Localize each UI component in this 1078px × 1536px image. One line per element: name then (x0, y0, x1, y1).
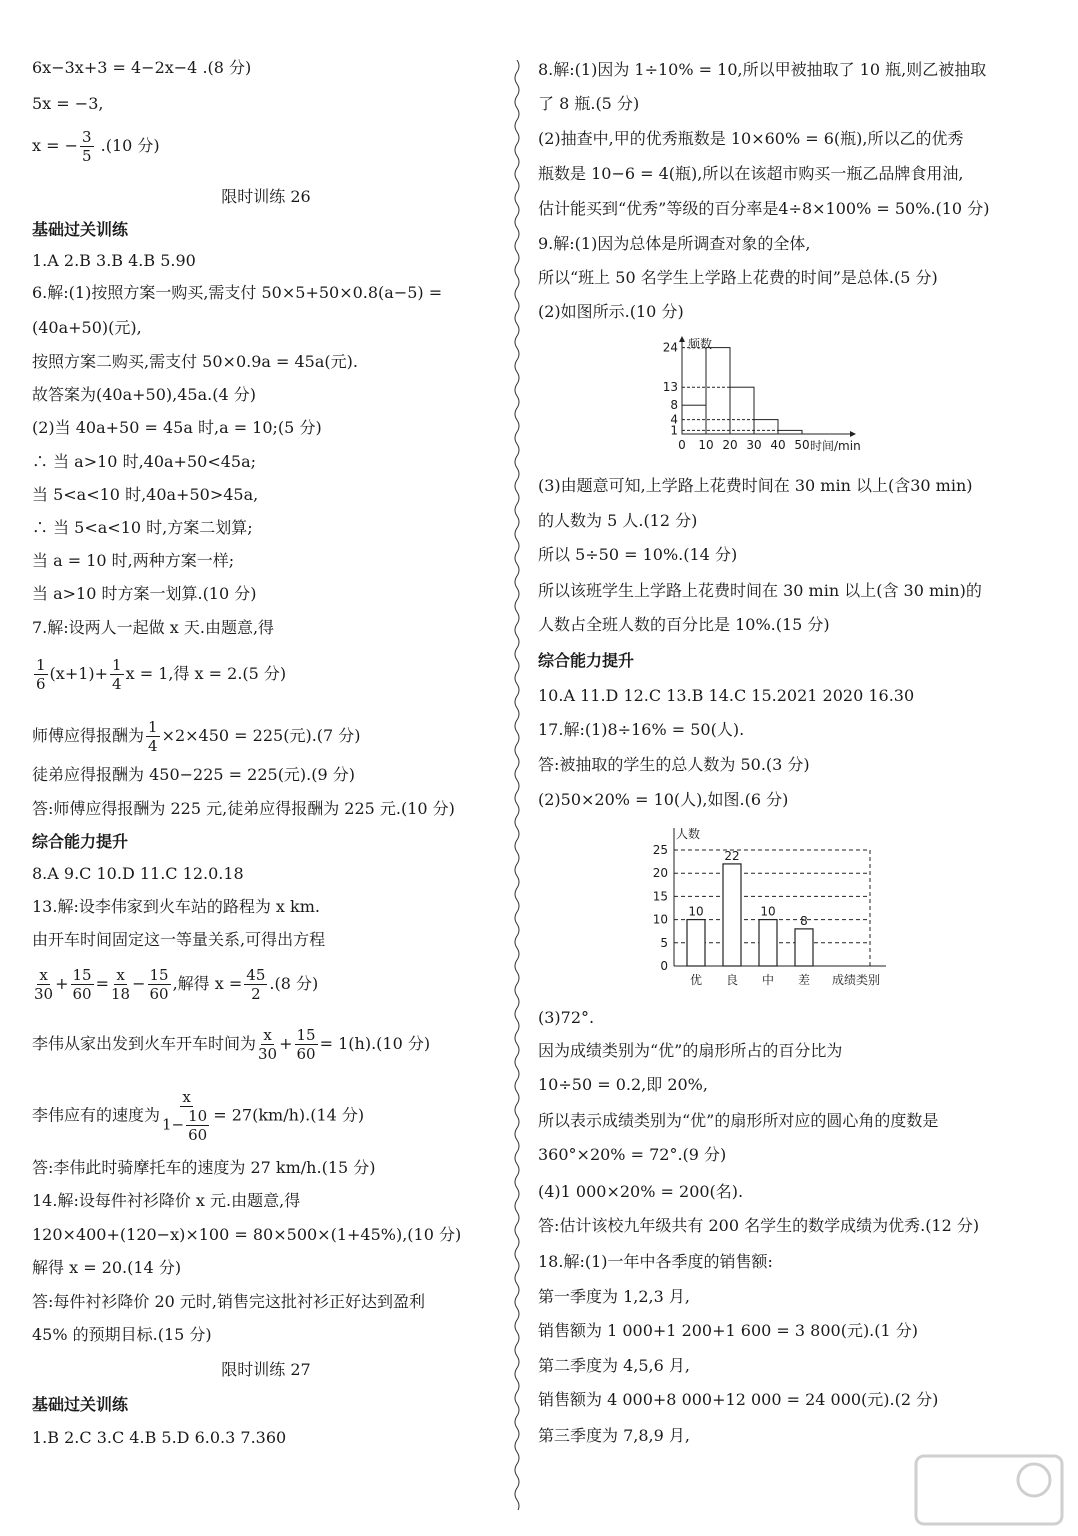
x-tick-label: 0 (678, 438, 686, 452)
text-line: (4)1 000×20% = 200(名). (538, 1182, 744, 1201)
text-line: 答:每件衬衫降价 20 元时,销售完这批衬衫正好达到盈利 (32, 1292, 426, 1311)
text-line: 销售额为 4 000+8 000+12 000 = 24 000(元).(2 分) (538, 1390, 939, 1409)
y-tick-label: 25 (652, 843, 668, 857)
bar-data-label: 22 (724, 848, 740, 863)
histogram-bar (730, 387, 754, 434)
text-line: 5x = −3, (32, 94, 104, 113)
text-line: 360°×20% = 72°.(9 分) (538, 1145, 727, 1164)
text-line: 估计能买到“优秀”等级的百分率是4÷8×100% = 50%.(10 分) (538, 199, 990, 218)
y-tick-label: 5 (660, 935, 668, 950)
text-line: ∴ 当 a>10 时,40a+50<45a; (32, 452, 257, 471)
text-line: 因为成绩类别为“优”的扇形所占的百分比为 (538, 1041, 843, 1060)
x-tick-label: 10 (698, 438, 714, 452)
histogram-bar (754, 420, 778, 434)
text-line: 当 a = 10 时,两种方案一样; (32, 551, 235, 570)
text-line: 第一季度为 1,2,3 月, (538, 1287, 690, 1306)
equation-line: $\frac{1}{6}$ (x+1)+ $\frac{1}{4}$ x = 1,得 x = 2.(5 分) (36, 656, 287, 693)
y-tick-label: 15 (652, 889, 668, 904)
watermark-logo (914, 1454, 1064, 1526)
column-divider (512, 60, 522, 1510)
bar (687, 920, 705, 966)
section-heading: 综合能力提升 (32, 832, 129, 851)
bar (795, 929, 813, 966)
answer-list: 1.B 2.C 3.C 4.B 5.D 6.0.3 7.360 (32, 1428, 287, 1447)
y-tick-label: 20 (652, 866, 668, 881)
text-line: 了 8 瓶.(5 分) (538, 94, 640, 113)
text-line: 当 a>10 时方案一划算.(10 分) (32, 584, 257, 603)
equation-line: 李伟从家出发到火车开车时间为 $\frac{x}{30}$ + $\frac{15}{60}$ = 1(h).(10 分) (32, 1026, 431, 1063)
equation-line: 李伟应有的速度为 x 1− $\frac{10}{60}$ = 27(km/h).(14 分) (32, 1088, 365, 1144)
text-line: (40a+50)(元), (32, 318, 142, 337)
text-line: 所以 5÷50 = 10%.(14 分) (538, 545, 738, 564)
answer-list: 10.A 11.D 12.C 13.B 14.C 15.2021 2020 16.30 (538, 686, 915, 705)
x-tick-label: 优 (689, 973, 703, 987)
text-line: 6.解:(1)按照方案一购买,需支付 50×5+50×0.8(a−5) = (32, 283, 443, 302)
text-line: 13.解:设李伟家到火车站的路程为 x km. (32, 897, 320, 916)
section-heading: 基础过关训练 (32, 220, 129, 239)
text-line: 8.解:(1)因为 1÷10% = 10,所以甲被抽取了 10 瓶,则乙被抽取 (538, 60, 987, 79)
text-line: (2)如图所示.(10 分) (538, 302, 684, 321)
y-tick-label: 0 (660, 959, 668, 973)
y-tick-label: 13 (662, 380, 678, 395)
text-line: 答:师傅应得报酬为 225 元,徒弟应得报酬为 225 元.(10 分) (32, 799, 455, 818)
text-line: x = − $\frac{3}{5}$ .(10 分) (32, 128, 160, 165)
text-line: 18.解:(1)一年中各季度的销售额: (538, 1252, 773, 1271)
x-axis-label: 成绩类别 (832, 973, 881, 987)
bar-data-label: 10 (760, 904, 776, 919)
y-tick-label: 4 (670, 412, 678, 427)
y-axis-arrow (679, 336, 685, 342)
x-axis-label: 时间/min (810, 439, 861, 453)
text-line: 所以“班上 50 名学生上学路上花费的时间”是总体.(5 分) (538, 268, 938, 287)
y-axis-label: 频数 (688, 337, 713, 351)
text-line: 14.解:设每件衬衫降价 x 元.由题意,得 (32, 1191, 301, 1210)
text-line: 答:李伟此时骑摩托车的速度为 27 km/h.(15 分) (32, 1158, 376, 1177)
bar-data-label: 8 (800, 913, 808, 928)
text-line: 故答案为(40a+50),45a.(4 分) (32, 385, 256, 404)
text-line: (3)72°. (538, 1008, 595, 1027)
text-line: 瓶数是 10−6 = 4(瓶),所以在该超市购买一瓶乙品牌食用油, (538, 164, 964, 183)
section-heading: 基础过关训练 (32, 1395, 129, 1414)
text-line: 所以该班学生上学路上花费时间在 30 min 以上(含 30 min)的 (538, 581, 982, 600)
text-line: 答:估计该校九年级共有 200 名学生的数学成绩为优秀.(12 分) (538, 1216, 980, 1235)
text-line: 解得 x = 20.(14 分) (32, 1258, 182, 1277)
text-line: 第三季度为 7,8,9 月, (538, 1426, 690, 1445)
text-line: 的人数为 5 人.(12 分) (538, 511, 698, 530)
bar (759, 920, 777, 966)
text-line: (2)当 40a+50 = 45a 时,a = 10;(5 分) (32, 418, 322, 437)
text-line: (2)抽查中,甲的优秀瓶数是 10×60% = 6(瓶),所以乙的优秀 (538, 129, 964, 148)
text-line: (3)由题意可知,上学路上花费时间在 30 min 以上(含30 min) (538, 476, 973, 495)
text-line: 由开车时间固定这一等量关系,可得出方程 (32, 930, 326, 949)
text-line: 所以表示成绩类别为“优”的扇形所对应的圆心角的度数是 (538, 1111, 939, 1130)
histogram-bar (778, 430, 802, 434)
text-line: 120×400+(120−x)×100 = 80×500×(1+45%),(10 分) (32, 1225, 462, 1244)
x-tick-label: 50 (794, 438, 810, 452)
answer-list: 1.A 2.B 3.B 4.B 5.90 (32, 251, 196, 270)
text-line: 45% 的预期目标.(15 分) (32, 1325, 212, 1344)
x-tick-label: 40 (770, 438, 786, 452)
equation-line: 师傅应得报酬为 $\frac{1}{4}$ ×2×450 = 225(元).(7 分) (32, 718, 361, 755)
text-line: 6x−3x+3 = 4−2x−4 .(8 分) (32, 58, 252, 77)
x-tick-label: 30 (746, 438, 762, 452)
text-line: 徒弟应得报酬为 450−225 = 225(元).(9 分) (32, 765, 356, 784)
bar-data-label: 10 (688, 904, 704, 919)
text-line: 销售额为 1 000+1 200+1 600 = 3 800(元).(1 分) (538, 1321, 919, 1340)
text-line: 9.解:(1)因为总体是所调查对象的全体, (538, 234, 811, 253)
y-tick-label: 1 (670, 423, 678, 438)
x-tick-label: 中 (761, 973, 775, 987)
answer-list: 8.A 9.C 10.D 11.C 12.0.18 (32, 864, 244, 883)
frequency-histogram (650, 334, 890, 464)
bar (723, 864, 741, 966)
text-line: 7.解:设两人一起做 x 天.由题意,得 (32, 618, 275, 637)
section-title: 限时训练 27 (221, 1360, 311, 1379)
text-line: 按照方案二购买,需支付 50×0.9a = 45a(元). (32, 352, 358, 371)
text-line: 答:被抽取的学生的总人数为 50.(3 分) (538, 755, 810, 774)
text-line: ∴ 当 5<a<10 时,方案二划算; (32, 518, 253, 537)
text-line: 当 5<a<10 时,40a+50>45a, (32, 485, 259, 504)
score-bar-chart (638, 822, 908, 992)
y-axis-label: 人数 (676, 827, 701, 841)
x-axis-arrow (850, 431, 856, 437)
text-line: 17.解:(1)8÷16% = 50(人). (538, 720, 745, 739)
section-title: 限时训练 26 (221, 187, 311, 206)
y-tick-label: 24 (662, 340, 678, 355)
x-tick-label: 差 (797, 973, 811, 987)
equation-line: $\frac{x}{30}$ + $\frac{15}{60}$ = $\frac{x}{18}$ − $\frac{15}{60}$ ,解得 x = $\frac{45}{2}$ .(8 分) (34, 966, 319, 1003)
text-line: (2)50×20% = 10(人),如图.(6 分) (538, 790, 789, 809)
section-heading: 综合能力提升 (538, 651, 635, 670)
y-tick-label: 8 (670, 398, 678, 413)
text-line: 人数占全班人数的百分比是 10%.(15 分) (538, 615, 830, 634)
y-tick-label: 10 (652, 912, 668, 927)
text-line: 第二季度为 4,5,6 月, (538, 1356, 690, 1375)
x-tick-label: 20 (722, 438, 738, 452)
histogram-bar (706, 348, 730, 434)
x-tick-label: 良 (725, 973, 739, 987)
text-line: 10÷50 = 0.2,即 20%, (538, 1075, 708, 1094)
